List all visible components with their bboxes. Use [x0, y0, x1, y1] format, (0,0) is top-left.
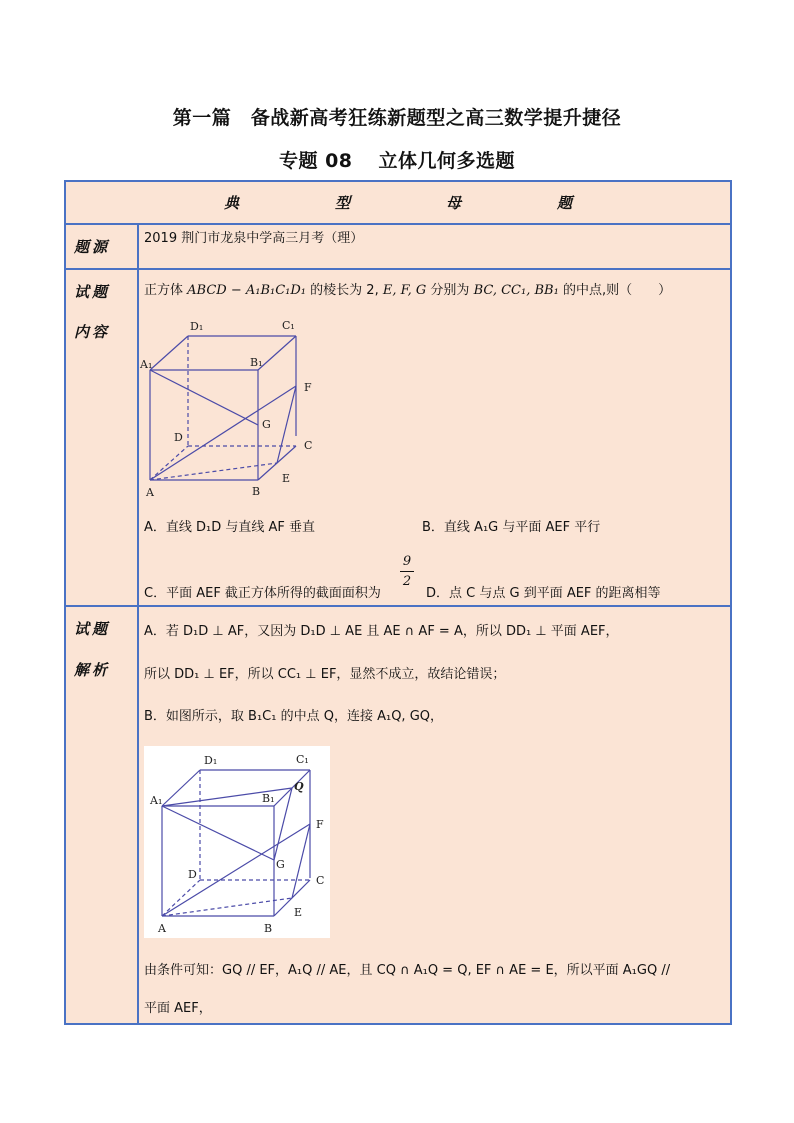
- fig2-label-B: B: [264, 922, 273, 935]
- fraction-numerator: 9: [402, 554, 412, 569]
- page-title: 第一篇 备战新高考狂练新题型之高三数学提升捷径: [172, 107, 622, 129]
- option-c-fraction: [400, 554, 414, 589]
- option-a: A．直线 D₁D 与直线 AF 垂直: [144, 520, 316, 535]
- source-label: 题源: [74, 238, 111, 256]
- cube-figure-2: [144, 746, 330, 938]
- fig1-label-A1: A₁: [140, 358, 153, 371]
- fig1-label-F: F: [304, 381, 312, 394]
- fig2-label-D1: D₁: [204, 754, 218, 767]
- header-char-4: 题: [557, 193, 573, 212]
- option-b: B．直线 A₁G 与平面 AEF 平行: [422, 520, 601, 535]
- fig2-label-D: D: [188, 868, 197, 881]
- fig1-label-A: A: [146, 486, 154, 499]
- fig2-label-A1: A₁: [150, 794, 163, 807]
- analysis-line-4: 由条件可知：GQ // EF，A₁Q // AE，且 CQ ∩ A₁Q = Q, EF ∩ AE = E，所以平面 A₁GQ //: [144, 963, 671, 978]
- fig2-label-C1: C₁: [296, 753, 309, 766]
- fig1-label-D1: D₁: [190, 320, 204, 333]
- content-label-1: 试题: [74, 283, 111, 301]
- option-c: C．平面 AEF 截正方体所得的截面面积为: [144, 586, 381, 601]
- fig2-label-Q: Q: [294, 780, 304, 793]
- source-text: 2019 荆门市龙泉中学高三月考（理）: [144, 231, 364, 246]
- subtitle-number: 专题 08: [278, 150, 353, 172]
- fig1-label-E: E: [282, 472, 291, 485]
- header-char-1: 典: [223, 193, 239, 212]
- analysis-line-2: 所以 DD₁ ⊥ EF，所以 CC₁ ⊥ EF，显然不成立，故结论错误；: [144, 667, 506, 682]
- header-char-3: 母: [446, 193, 462, 212]
- analysis-line-1: A．若 D₁D ⊥ AF，又因为 D₁D ⊥ AE 且 AE ∩ AF = A，所以 DD₁ ⊥ 平面 AEF，: [144, 624, 619, 639]
- fig1-label-C: C: [304, 439, 313, 452]
- header-char-2: 型: [334, 193, 350, 212]
- content-label-2: 内容: [74, 323, 111, 341]
- subtitle-topic: 立体几何多选题: [378, 150, 516, 172]
- fig2-label-F: F: [316, 818, 324, 831]
- problem-table: [64, 180, 732, 1025]
- fig2-label-A: A: [158, 922, 166, 935]
- analysis-label-1: 试题: [74, 620, 111, 638]
- fraction-denominator: 2: [402, 574, 412, 589]
- fig1-label-B: B: [252, 485, 261, 498]
- option-d: D．点 C 与点 G 到平面 AEF 的距离相等: [426, 586, 661, 601]
- fig2-label-E: E: [294, 906, 303, 919]
- analysis-line-3: B．如图所示，取 B₁C₁ 的中点 Q，连接 A₁Q, GQ，: [144, 709, 444, 724]
- fig1-label-C1: C₁: [282, 319, 295, 332]
- page-subtitle: [0, 146, 794, 173]
- question-text: 正方体 ABCD − A₁B₁C₁D₁ 的棱长为 2, E, F, G 分别为 BC, CC₁, BB₁ 的中点,则（ ）: [144, 283, 672, 298]
- fig2-label-B1: B₁: [262, 792, 275, 805]
- analysis-line-5: 平面 AEF，: [144, 1001, 212, 1016]
- analysis-label-2: 解析: [74, 661, 111, 679]
- table-header: [64, 180, 732, 224]
- fig2-label-C: C: [316, 874, 325, 887]
- cube-figure-1: [142, 316, 332, 502]
- fig1-label-D: D: [174, 431, 183, 444]
- fig1-label-B1: B₁: [250, 356, 263, 369]
- fig1-label-G: G: [262, 418, 271, 431]
- fig2-label-G: G: [276, 858, 285, 871]
